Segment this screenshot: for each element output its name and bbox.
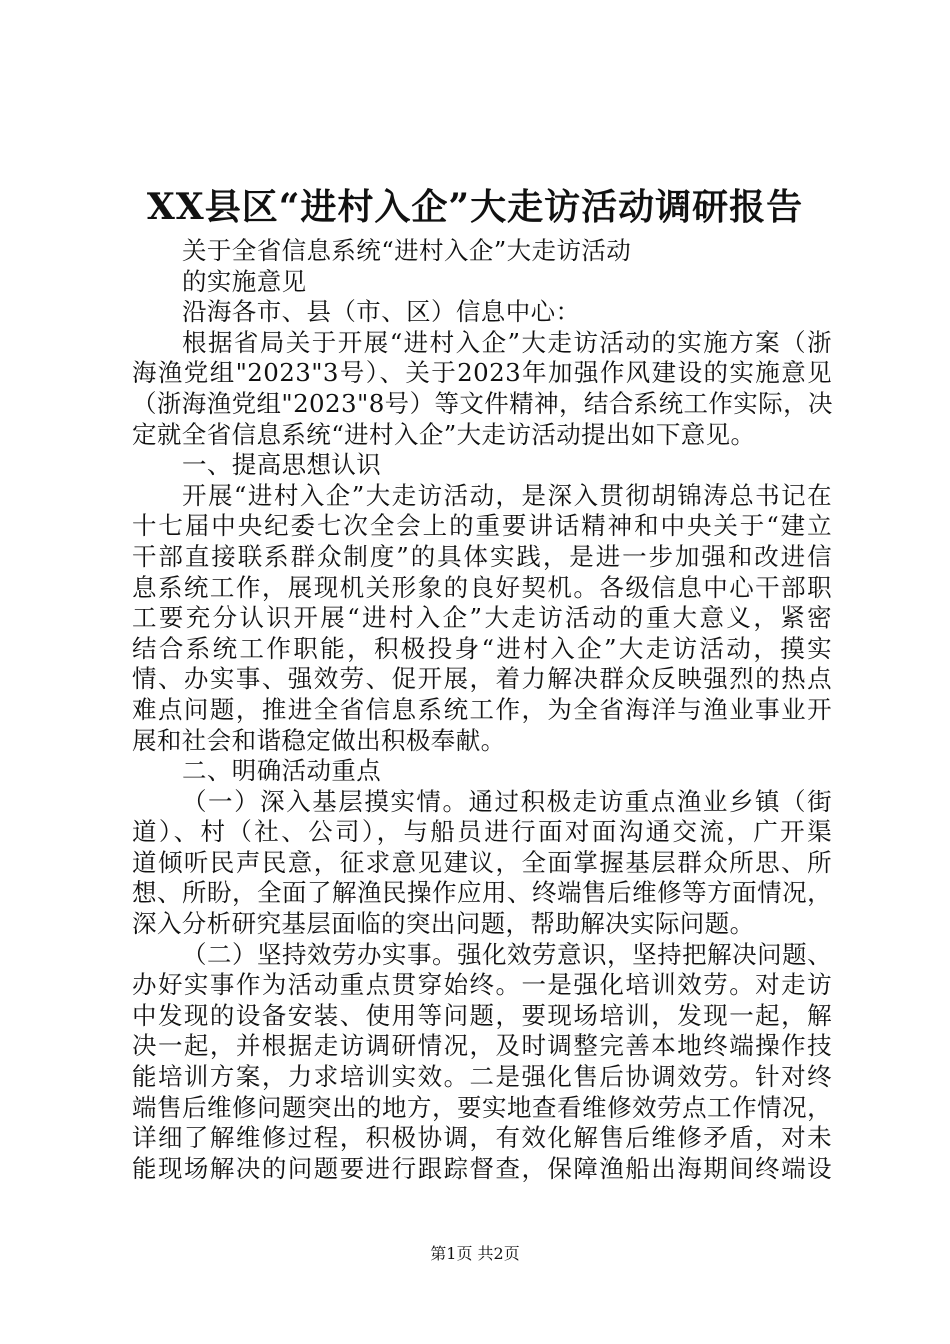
text-line: 一、提高思想认识	[182, 450, 382, 480]
text-line: 办好实事作为活动重点贯穿始终。一是强化培训效劳。对走访	[132, 970, 832, 1000]
text-line: （浙海渔党组"2023"8号）等文件精神，结合系统工作实际，决	[132, 388, 833, 418]
text-line: 开展“进村入企”大走访活动，是深入贯彻胡锦涛总书记在	[182, 480, 832, 510]
text-line: 根据省局关于开展“进村入企”大走访活动的实施方案（浙	[182, 327, 832, 357]
text-line: 关于全省信息系统“进村入企”大走访活动	[182, 236, 632, 265]
text-line: 能现场解决的问题要进行跟踪督查，保障渔船出海期间终端设	[132, 1153, 832, 1183]
text-line: 决一起，并根据走访调研情况，及时调整完善本地终端操作技	[132, 1031, 832, 1061]
text-line: 结合系统工作职能，积极投身“进村入企”大走访活动，摸实	[132, 633, 832, 663]
text-line: （一）深入基层摸实情。通过积极走访重点渔业乡镇（街	[182, 786, 832, 816]
text-line: 息系统工作，展现机关形象的良好契机。各级信息中心干部职	[132, 572, 832, 602]
text-line: 工要充分认识开展“进村入企”大走访活动的重大意义，紧密	[132, 603, 832, 633]
text-line: 展和社会和谐稳定做出积极奉献。	[132, 725, 506, 755]
text-line: （二）坚持效劳办实事。强化效劳意识，坚持把解决问题、	[182, 939, 832, 969]
document-title: XX县区“进村入企”大走访活动调研报告	[146, 186, 804, 228]
text-line: 详细了解维修过程，积极协调，有效化解售后维修矛盾，对未	[132, 1123, 832, 1153]
text-line: 干部直接联系群众制度”的具体实践，是进一步加强和改进信	[132, 541, 832, 571]
document-body	[132, 236, 832, 1184]
text-line: 道）、村（社、公司），与船员进行面对面沟通交流，广开渠	[132, 817, 832, 847]
text-line: 定就全省信息系统“进村入企”大走访活动提出如下意见。	[132, 419, 756, 449]
text-line: 情、办实事、强效劳、促开展，着力解决群众反映强烈的热点	[132, 664, 832, 694]
text-line: 深入分析研究基层面临的突出问题，帮助解决实际问题。	[132, 909, 755, 939]
text-line: 难点问题，推进全省信息系统工作，为全省海洋与渔业事业开	[132, 694, 832, 724]
text-line: 道倾听民声民意，征求意见建议，全面掌握基层群众所思、所	[132, 847, 832, 877]
text-line: 十七届中央纪委七次全会上的重要讲话精神和中央关于“建立	[132, 511, 832, 541]
text-line: 端售后维修问题突出的地方，要实地查看维修效劳点工作情况，	[132, 1092, 832, 1122]
text-line: 沿海各市、县（市、区）信息中心：	[182, 297, 581, 327]
text-line: 的实施意见	[182, 266, 307, 296]
text-line: 想、所盼，全面了解渔民操作应用、终端售后维修等方面情况，	[132, 878, 832, 908]
text-line: 能培训方案，力求培训实效。二是强化售后协调效劳。针对终	[132, 1062, 832, 1092]
text-line: 二、明确活动重点	[182, 756, 382, 786]
text-line: 海渔党组"2023"3号）、关于2023年加强作风建设的实施意见	[132, 358, 832, 388]
page-footer: 第1页 共2页	[430, 1244, 520, 1263]
text-line: 中发现的设备安装、使用等问题，要现场培训，发现一起，解	[132, 1000, 832, 1030]
